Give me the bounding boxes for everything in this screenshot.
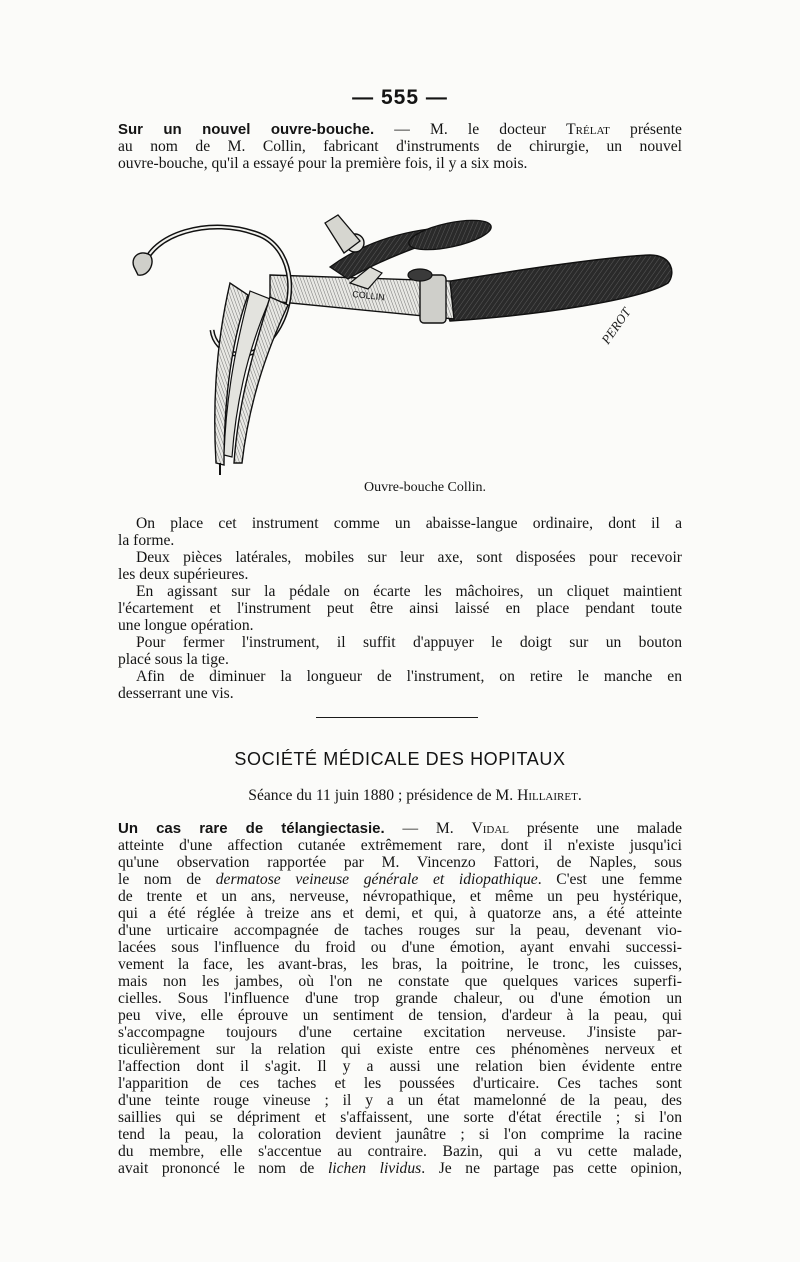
article2-line: l'apparition de ces taches et les poussées d'urticaire. Ces taches sont [118,1075,682,1092]
article2-line-1: Un cas rare de télangiectasie. — M. Vidal présente une malade [118,820,683,837]
wire-end-curl [133,253,152,275]
session-line: Séance du 11 juin 1880 ; présidence de M. Hillairet. [248,787,582,804]
article2-line: cielles. Sous l'influence d'une trop grande chaleur, ou d'une émotion un [118,990,682,1007]
body-line: Deux pièces latérales, mobiles sur leur axe, sont disposées pour recevoir [136,549,682,566]
intro-line-1: Sur un nouvel ouvre-bouche. — M. le docteur Trélat présente [118,121,682,138]
intro-line-3: ouvre-bouche, qu'il a essayé pour la première fois, il y a six mois. [118,155,528,172]
body-line: Afin de diminuer la longueur de l'instrument, on retire le manche en [136,668,682,685]
section-divider [316,717,478,718]
article2-line: d'une urticaire accompagnée de taches rouges sur la peau, devenant vio- [118,922,682,939]
article2-line: du membre, elle s'accentue au contraire. Bazin, qui a vu cette malade, [118,1143,682,1160]
article2-line: saillies qui se dépriment et s'affaissent, une sorte d'état érectile ; si l'on [118,1109,682,1126]
president-name: Hillairet [517,787,578,804]
article-title-telangiectasie: Un cas rare de télangiectasie. [118,820,385,837]
article2-line-last: avait prononcé le nom de lichen lividus. Je ne partage pas cette opinion, [118,1160,682,1177]
ferrule-shape [420,275,446,323]
article2-line: qu'une observation rapportée par M. Vincenzo Fattori, de Naples, sous [118,854,682,871]
presenter-name: Vidal [471,820,510,837]
article2-line: atteinte d'une affection cutanée extrêmement rare, dont il n'existe jusqu'ici [118,837,682,854]
collin-mark: COLLIN [351,289,386,303]
ouvre-bouche-engraving [120,205,680,475]
handle-shape [438,255,672,321]
article2-line: l'affection dont il s'agit. Il y a aussi une relation bien évidente entre [118,1058,682,1075]
engraver-signature: PEROT [598,304,634,347]
article2-line: peu vive, elle éprouve un sentiment de tension, d'ardeur à la peau, qui [118,1007,682,1024]
article2-line: tend la peau, la coloration devient jaunâtre ; si l'on comprime la racine [118,1126,682,1143]
body-line: En agissant sur la pédale on écarte les mâchoires, un cliquet maintient [136,583,682,600]
body-line: On place cet instrument comme un abaisse-langue ordinaire, dont il a [136,515,682,532]
page-number: — 555 — [352,86,448,109]
body-line: placé sous la tige. [118,651,229,668]
article-ouvre-bouche-body [118,515,682,702]
figure-caption: Ouvre-bouche Collin. [363,480,487,495]
italic-term: dermatose veineuse générale et idiopathique [215,871,538,888]
article2-line: ticulièrement sur la relation qui existe entre ces phénomènes nerveux et [118,1041,682,1058]
italic-term: lichen lividus [327,1160,422,1177]
pedal-plate [406,215,493,256]
article2-line: de trente et un ans, nerveuse, névropathique, et même un peu hystérique, [118,888,682,905]
body-line: l'écartement et l'instrument peut être ainsi laissé en place pendant toute [118,600,682,617]
body-line: desserrant une vis. [118,685,234,702]
adjusting-button [408,269,432,281]
article2-line: mais non les jambes, où l'on ne constate que quelques varices superfi- [118,973,682,990]
article2-line: vement la face, les avant-bras, les bras, la poitrine, le tronc, les cuisses, [118,956,682,973]
article2-line: lacées sous l'influence du froid ou d'une émotion, ayant envahi successi- [118,939,682,956]
body-line: Pour fermer l'instrument, il suffit d'appuyer le doigt sur un bouton [136,634,682,651]
article2-line: qui a été réglée à treize ans et demi, et qui, à quatorze ans, a été atteinte [118,905,682,922]
article-telangiectasie [118,820,682,1177]
article2-line: le nom de dermatose veineuse générale et idiopathique. C'est une femme [118,871,683,888]
section-heading: SOCIÉTÉ MÉDICALE DES HOPITAUX [234,749,566,769]
article-ouvre-bouche-intro [118,121,682,172]
intro-line-2: au nom de M. Collin, fabricant d'instruments de chirurgie, un nouvel [118,138,682,155]
author-name: Trélat [566,121,610,138]
article-title-ouvre-bouche: Sur un nouvel ouvre-bouche. [118,121,375,138]
body-line: la forme. [118,532,175,549]
article2-line: d'une teinte rouge vineuse ; il y a un état mamelonné de la peau, des [118,1092,682,1109]
article2-line: s'accompagne toujours d'une certaine excitation nerveuse. J'insiste par- [118,1024,682,1041]
body-line: les deux supérieures. [118,566,249,583]
body-line: une longue opération. [118,617,254,634]
